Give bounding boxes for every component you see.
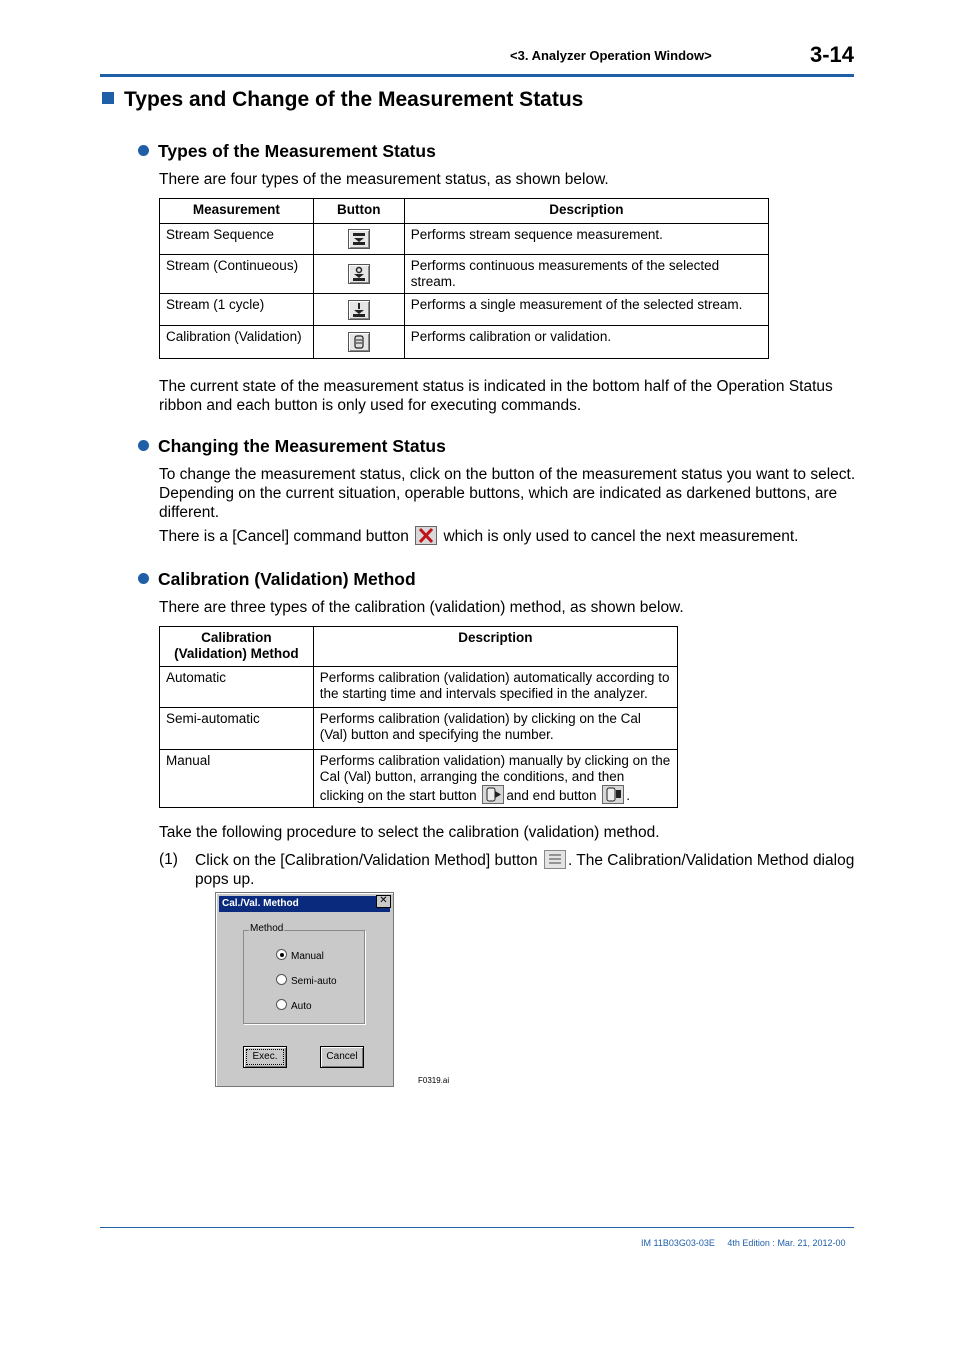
- table-row: [160, 708, 678, 750]
- cell-button: [313, 294, 404, 326]
- radio-unselected-icon: [276, 974, 287, 985]
- dialog-title-bar: [219, 896, 390, 912]
- cell-description: [313, 750, 677, 808]
- section-title-text: Calibration (Validation) Method: [158, 569, 416, 589]
- calibration-intro: There are three types of the calibration (validation) method, as shown below.: [159, 599, 684, 616]
- calibration-method-table: [159, 626, 678, 808]
- footer-doc-id: IM 11B03G03-03E: [641, 1238, 715, 1248]
- cell-button: [313, 255, 404, 294]
- header-rule: [100, 74, 854, 77]
- cell-description: Performs continuous measurements of the selected stream.: [404, 255, 768, 294]
- section-title-text: Types of the Measurement Status: [158, 141, 436, 161]
- cal-val-method-dialog: [215, 892, 394, 1087]
- status-note: The current state of the measurement status is indicated in the bottom half of the Operation Status ribbon and each button is only used for executing commands.: [159, 378, 833, 414]
- cancel-x-icon[interactable]: [415, 526, 437, 545]
- radio-selected-icon: [276, 949, 287, 960]
- cell-measurement: Stream (Continueous): [160, 255, 314, 294]
- col-header-description: Description: [313, 627, 677, 667]
- radio-semi-auto-label: Semi-auto: [291, 976, 337, 987]
- cell-measurement: Stream (1 cycle): [160, 294, 314, 326]
- cell-method: Semi-automatic: [160, 708, 314, 750]
- calibration-icon[interactable]: [348, 332, 370, 352]
- main-title: [102, 88, 583, 112]
- table-row: [160, 224, 769, 255]
- footer: [641, 1238, 845, 1248]
- end-button-icon[interactable]: [602, 785, 624, 804]
- method-list-icon[interactable]: [544, 850, 566, 869]
- circle-bullet-icon: [138, 145, 149, 156]
- radio-unselected-icon: [276, 999, 287, 1010]
- col-header-measurement: Measurement: [160, 199, 314, 224]
- manual-desc-a: Performs calibration validation) manually by clicking on the Cal (Val) button, arranging the conditions, and then clicking on the start button: [319, 753, 671, 803]
- cell-description: Performs a single measurement of the selected stream.: [404, 294, 768, 326]
- footer-edition: 4th Edition : Mar. 21, 2012-00: [727, 1238, 846, 1248]
- section-title-types: [138, 141, 436, 162]
- col-header-button: Button: [313, 199, 404, 224]
- cell-measurement: Calibration (Validation): [160, 326, 314, 359]
- changing-para1: To change the measurement status, click on the button of the measurement status you want to select. Depending on the current situation, operable buttons, which are indicated as darkened buttons, are different.: [159, 466, 856, 521]
- manual-desc-b: and end button: [506, 788, 597, 803]
- section-title-changing: [138, 436, 446, 457]
- radio-manual-label: Manual: [291, 951, 324, 962]
- square-bullet-icon: [102, 92, 114, 104]
- para2-text-before: There is a [Cancel] command button: [159, 528, 409, 545]
- circle-bullet-icon: [138, 440, 149, 451]
- table-row: [160, 667, 678, 708]
- step1-text-a: Click on the [Calibration/Validation Method] button: [195, 852, 538, 869]
- stream-continuous-icon[interactable]: [348, 264, 370, 284]
- changing-para2: [159, 526, 859, 546]
- table-row: [160, 750, 678, 808]
- start-button-icon[interactable]: [482, 785, 504, 804]
- main-title-text: Types and Change of the Measurement Status: [124, 88, 584, 111]
- stream-sequence-icon[interactable]: [348, 229, 370, 249]
- stream-1-cycle-icon[interactable]: [348, 300, 370, 320]
- manual-desc-c: .: [626, 788, 631, 803]
- cancel-button[interactable]: Cancel: [320, 1046, 364, 1068]
- table-row: [160, 294, 769, 326]
- chapter-header: <3. Analyzer Operation Window>: [510, 48, 712, 63]
- radio-auto-label: Auto: [291, 1001, 312, 1012]
- radio-auto[interactable]: [276, 999, 312, 1012]
- section-title-text: Changing the Measurement Status: [158, 436, 446, 456]
- circle-bullet-icon: [138, 573, 149, 584]
- measurement-status-table: [159, 198, 769, 359]
- step1-text-b: . The Calibration/Validation Method dialog pops up.: [195, 852, 855, 888]
- cell-description: Performs calibration (validation) by clicking on the Cal (Val) button and specifying the number.: [313, 708, 677, 750]
- radio-semi-auto[interactable]: [276, 974, 337, 987]
- method-group-label: Method: [250, 923, 284, 934]
- step-number: (1): [159, 851, 178, 868]
- close-icon[interactable]: ✕: [376, 895, 391, 908]
- dialog-title: Cal./Val. Method: [222, 898, 299, 909]
- cell-description: Performs calibration or validation.: [404, 326, 768, 359]
- para2-text-after: which is only used to cancel the next measurement.: [443, 528, 799, 545]
- page-number: 3-14: [810, 42, 855, 67]
- radio-manual[interactable]: [276, 949, 324, 962]
- types-intro: There are four types of the measurement status, as shown below.: [159, 171, 609, 188]
- table-row: [160, 326, 769, 359]
- table-row: [160, 255, 769, 294]
- footer-rule: [100, 1227, 854, 1228]
- cell-description: Performs stream sequence measurement.: [404, 224, 768, 255]
- step-1-text: [195, 850, 855, 889]
- procedure-intro: Take the following procedure to select the calibration (validation) method.: [159, 824, 660, 841]
- cell-button: [313, 326, 404, 359]
- cell-button: [313, 224, 404, 255]
- cell-method: Automatic: [160, 667, 314, 708]
- cell-measurement: Stream Sequence: [160, 224, 314, 255]
- cell-description: Performs calibration (validation) automatically according to the starting time and intervals specified in the analyzer.: [313, 667, 677, 708]
- exec-button[interactable]: Exec.: [243, 1046, 287, 1068]
- section-title-calibration: [138, 569, 416, 590]
- cell-method: Manual: [160, 750, 314, 808]
- col-header-description: Description: [404, 199, 768, 224]
- col-header-method: Calibration (Validation) Method: [160, 627, 314, 667]
- figure-label: F0319.ai: [418, 1076, 450, 1085]
